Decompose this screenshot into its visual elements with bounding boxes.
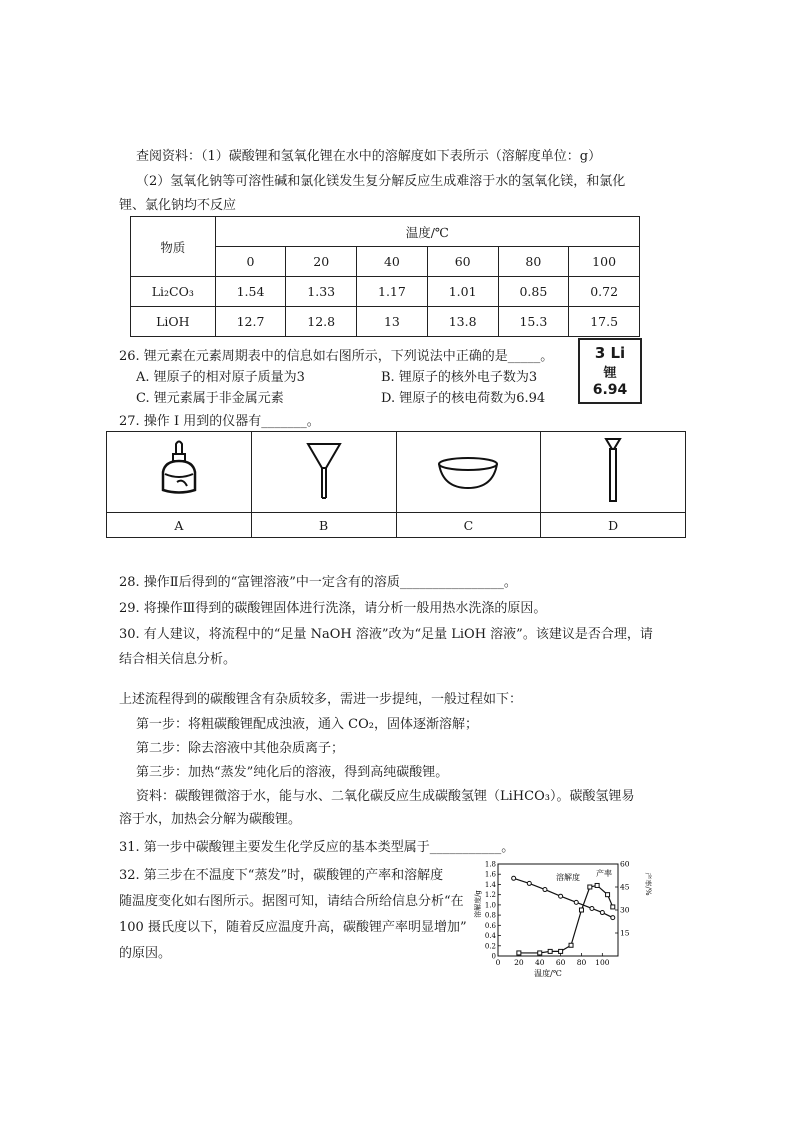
apparatus-table bbox=[106, 431, 686, 538]
ref-note-2b: 锂、氯化钠均不反应 bbox=[119, 198, 237, 213]
yield-point bbox=[559, 949, 563, 953]
temp-cell: 0 bbox=[215, 247, 286, 277]
q32-line-2: 随温度变化如右图所示。据图可知，请结合所给信息分析“在 bbox=[119, 894, 464, 909]
solubility-cell: 12.8 bbox=[286, 307, 357, 337]
q26-stem: 26. 锂元素在元素周期表中的信息如右图所示，下列说法中正确的是_____。 bbox=[119, 349, 554, 364]
yield-point bbox=[579, 908, 583, 912]
q26-option-a: A. 锂原子的相对原子质量为3 bbox=[136, 370, 305, 385]
x-tick-label: 100 bbox=[595, 958, 610, 967]
temp-cell: 80 bbox=[498, 247, 569, 277]
purify-step-2: 第二步：除去溶液中其他杂质离子； bbox=[136, 741, 345, 756]
y-left-tick-label: 0.6 bbox=[484, 921, 496, 930]
yield-line bbox=[519, 885, 613, 952]
purify-info-1: 资料：碳酸锂微溶于水，能与水、二氧化碳反应生成碳酸氢锂（LiHCO₃）。碳酸氢锂易 bbox=[136, 789, 635, 804]
apparatus-c bbox=[396, 432, 541, 513]
q32-line-3: 100 摄氏度以下，随着反应温度升高，碳酸锂产率明显增加” bbox=[119, 920, 467, 935]
solubility-cell: 15.3 bbox=[498, 307, 569, 337]
q29: 29. 将操作Ⅲ得到的碳酸锂固体进行洗涤，请分析一般用热水洗涤的原因。 bbox=[119, 601, 547, 616]
atomic-mass: 6.94 bbox=[592, 382, 628, 398]
solubility-cell: 1.33 bbox=[286, 277, 357, 307]
y-right-tick-label: 15 bbox=[620, 928, 630, 938]
solubility-cell: 1.54 bbox=[215, 277, 286, 307]
table-row bbox=[131, 307, 640, 337]
option-label-a: A bbox=[107, 513, 252, 538]
table-row bbox=[131, 277, 640, 307]
y-left-tick-label: 0 bbox=[491, 952, 496, 961]
option-label-b: B bbox=[251, 513, 396, 538]
solubility-cell: 12.7 bbox=[215, 307, 286, 337]
x-tick-label: 60 bbox=[555, 958, 566, 967]
x-tick-label: 0 bbox=[495, 958, 501, 967]
x-axis-label: 温度/℃ bbox=[534, 969, 562, 978]
yield-point bbox=[588, 885, 592, 889]
substance-name: Li₂CO₃ bbox=[131, 277, 216, 307]
yield-point bbox=[548, 949, 552, 953]
element-name: 锂 bbox=[603, 366, 617, 381]
element-symbol: Li bbox=[610, 344, 626, 362]
q26-option-d: D. 锂原子的核电荷数为6.94 bbox=[381, 391, 546, 406]
ref-note-2a: （2）氢氧化钠等可溶性碱和氯化镁发生复分解反应生成难溶于水的氢氧化镁，和氯化 bbox=[136, 174, 626, 189]
q32-line-1: 32. 第三步在不温度下“蒸发”时，碳酸锂的产率和溶解度 bbox=[119, 868, 444, 883]
apparatus-a bbox=[107, 432, 252, 513]
y-left-tick-label: 1.2 bbox=[484, 891, 496, 900]
solubility-point bbox=[527, 881, 531, 885]
funnel-icon bbox=[304, 438, 344, 502]
solubility-series-label: 溶解度 bbox=[556, 873, 580, 882]
glass-rod-icon bbox=[598, 435, 628, 505]
q30-line-2: 结合相关信息分析。 bbox=[119, 652, 237, 667]
solubility-yield-chart bbox=[472, 856, 652, 978]
y-left-axis-label: 溶解度/g bbox=[474, 890, 482, 918]
solubility-cell: 0.85 bbox=[498, 277, 569, 307]
yield-point bbox=[595, 883, 599, 887]
yield-point bbox=[611, 905, 615, 909]
solubility-cell: 17.5 bbox=[569, 307, 640, 337]
y-left-tick-label: 0.2 bbox=[484, 942, 496, 951]
y-left-tick-label: 1.4 bbox=[484, 880, 496, 889]
x-tick-label: 80 bbox=[576, 958, 587, 967]
atomic-number: 3 bbox=[594, 344, 606, 362]
temp-cell: 40 bbox=[357, 247, 428, 277]
q31: 31. 第一步中碳酸锂主要发生化学反应的基本类型属于___________。 bbox=[119, 840, 515, 855]
q26-option-b: B. 锂原子的核外电子数为3 bbox=[381, 370, 538, 385]
y-left-tick-label: 1.6 bbox=[484, 870, 496, 879]
lithium-element-card bbox=[578, 338, 642, 404]
purify-info-2: 溶于水，加热会分解为碳酸锂。 bbox=[119, 812, 302, 827]
yield-point bbox=[538, 951, 542, 955]
substance-header: 物质 bbox=[131, 217, 216, 277]
y-right-tick-label: 30 bbox=[620, 905, 630, 915]
temp-cell: 20 bbox=[286, 247, 357, 277]
y-right-tick-label: 60 bbox=[620, 859, 630, 869]
solubility-point bbox=[559, 894, 563, 898]
yield-point bbox=[606, 893, 610, 897]
purify-step-1: 第一步：将粗碳酸锂配成浊液，通入 CO₂，固体逐渐溶解； bbox=[136, 717, 478, 732]
temp-cell: 60 bbox=[427, 247, 498, 277]
q27-stem: 27. 操作 I 用到的仪器有_______。 bbox=[119, 414, 320, 429]
y-left-tick-label: 1.0 bbox=[484, 901, 496, 910]
temperature-header: 温度/℃ bbox=[215, 217, 639, 247]
q32-line-4: 的原因。 bbox=[119, 946, 172, 961]
x-tick-label: 40 bbox=[534, 958, 545, 967]
y-left-tick-label: 0.4 bbox=[484, 932, 496, 941]
yield-series-label: 产率 bbox=[596, 869, 612, 878]
solubility-cell: 0.72 bbox=[569, 277, 640, 307]
solubility-point bbox=[590, 906, 594, 910]
ref-intro: 查阅资料：（1）碳酸锂和氢氧化锂在水中的溶解度如下表所示（溶解度单位：g） bbox=[136, 149, 602, 164]
y-left-tick-label: 1.8 bbox=[484, 860, 496, 869]
alcohol-lamp-icon bbox=[149, 438, 209, 502]
solubility-point bbox=[600, 911, 604, 915]
solubility-cell: 13 bbox=[357, 307, 428, 337]
q30-line-1: 30. 有人建议，将流程中的“足量 NaOH 溶液”改为“足量 LiOH 溶液”。该建议是否合理，请 bbox=[119, 627, 653, 642]
y-left-tick-label: 0.8 bbox=[484, 911, 496, 920]
solubility-point bbox=[611, 916, 615, 920]
solubility-cell: 13.8 bbox=[427, 307, 498, 337]
evaporating-dish-icon bbox=[433, 438, 503, 502]
y-right-tick-label: 45 bbox=[620, 882, 630, 892]
yield-point bbox=[517, 951, 521, 955]
apparatus-d bbox=[541, 432, 686, 513]
solubility-cell: 1.17 bbox=[357, 277, 428, 307]
option-label-d: D bbox=[541, 513, 686, 538]
purify-intro: 上述流程得到的碳酸锂含有杂质较多，需进一步提纯，一般过程如下： bbox=[119, 692, 523, 707]
apparatus-b bbox=[251, 432, 396, 513]
temp-cell: 100 bbox=[569, 247, 640, 277]
solubility-point bbox=[574, 900, 578, 904]
q28: 28. 操作Ⅱ后得到的“富锂溶液”中一定含有的溶质________________。 bbox=[119, 575, 517, 590]
solubility-point bbox=[512, 876, 516, 880]
x-tick-label: 20 bbox=[514, 958, 524, 967]
y-right-axis-label: 产率/% bbox=[644, 872, 652, 896]
purify-step-3: 第三步：加热“蒸发”纯化后的溶液，得到高纯碳酸锂。 bbox=[136, 765, 449, 780]
solubility-table bbox=[130, 216, 640, 337]
substance-name: LiOH bbox=[131, 307, 216, 337]
solubility-point bbox=[543, 888, 547, 892]
option-label-c: C bbox=[396, 513, 541, 538]
solubility-cell: 1.01 bbox=[427, 277, 498, 307]
yield-point bbox=[569, 943, 573, 947]
q26-option-c: C. 锂元素属于非金属元素 bbox=[136, 391, 284, 406]
